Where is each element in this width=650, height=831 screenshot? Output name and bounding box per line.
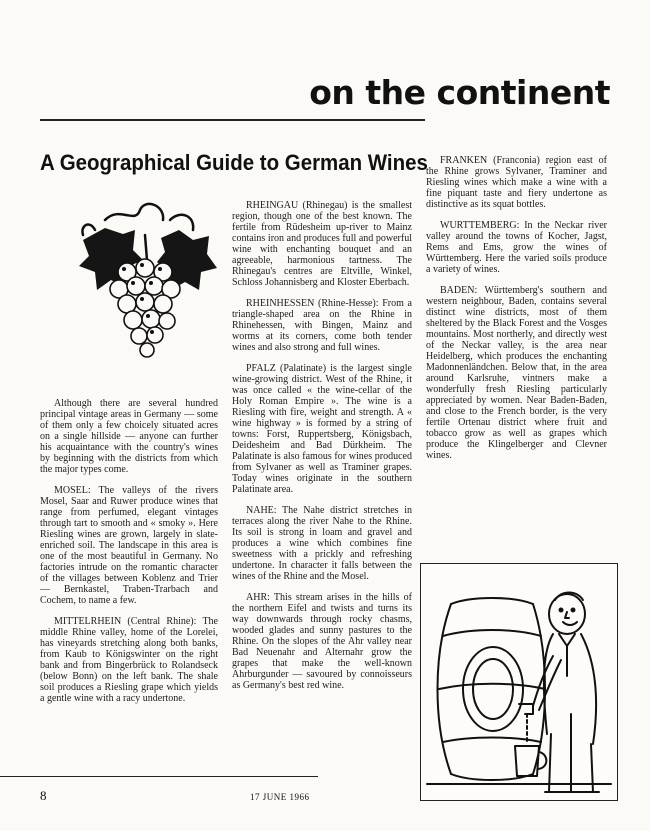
- paragraph-rheinhessen: RHEINHESSEN (Rhine-Hesse): From a triangle-shaped area on the Rhine in Rhinehessen, with Bingen, Mainz and worms at its corners, come both tender wines and also strong and full wines.: [232, 298, 412, 353]
- header-rule: [40, 119, 425, 121]
- page-number: 8: [40, 788, 47, 803]
- paragraph-pfalz: PFALZ (Palatinate) is the largest single wine-growing district. West of the Rhine, it was once called « the wine-cellar of the Holy Roman Empire ». The wine is a Riesling with fire, weight and strength. A « wine highway » is formed by a string of towns: Forst, Ruppertsberg, Königsbach, Deidesheim and Bad Dürkheim. The Palatinate is also famous for wines produced from Sylvaner as well as Traminer grapes. Today wines originate in the southern Palatinate area.: [232, 363, 412, 495]
- column-1: [40, 398, 218, 714]
- paragraph-mosel: MOSEL: The valleys of the rivers Mosel, Saar and Ruwer produce wines that range from perfumed, elegant vintages through tart to smooth and « smoky ». Here Riesling wines are grown, largely in slate-enriched soil. The landscape in this area is one of the most beautiful in Germany. No factories intrude on the romantic character of the villages between Koblenz and Trier — Bernkastel, Traben-Trarbach and Cochem, to name a few.: [40, 485, 218, 606]
- column-2: [232, 200, 412, 701]
- wine-barrel-illustration: [421, 564, 617, 800]
- cartoon-illustration: [420, 563, 618, 801]
- issue-date: 17 JUNE 1966: [250, 792, 310, 802]
- article-headline: A Geographical Guide to German Wines: [40, 150, 428, 175]
- grapes-icon: [75, 190, 220, 370]
- paragraph-mittelrhein: MITTELRHEIN (Central Rhine): The middle Rhine valley, home of the Lorelei, has vineyards stretching along both banks, from Kaub to Königswinter on the right bank and from Bingerbrück to Rolandseck (below Bonn) on the left bank. The shale soil produces a Riesling grape which yields a gentle wine with a racy undertone.: [40, 616, 218, 704]
- section-kicker: on the continent: [309, 73, 610, 112]
- paragraph-ahr: AHR: This stream arises in the hills of the northern Eifel and twists and turns its way downwards through rocky chasms, wooded glades and sunny pastures to the Rhine. On the slopes of the Ahr valley near Bad Neuenahr and Alternahr grow the grapes that make the well-known Ahrburgunder — savoured by connoisseurs as Germany's best red wine.: [232, 592, 412, 691]
- paragraph-baden: BADEN: Württemberg's southern and western neighbour, Baden, contains several distinct wine districts, most of them sheltered by the Black Forest and the Vosges mountains. Most northerly, and directly west of the Neckar valley, is the area near Heidelberg, which produces the enchanting Madonnenländchen. Below that, in the area around Karlsruhe, vintners make a wonderfully fresh Riesling particularly appreciated by women. Near Baden-Baden, and close to the French border, is the very fertile Ortenau district where fruit and tobacco grow as well as grapes which produce the Klingelberger and Clevner wines.: [426, 285, 607, 461]
- paragraph-intro: Although there are several hundred principal vintage areas in Germany — some of them only a few choicely situated acres on a single hillside — anyone can further his acquaintance with the country's wines by beginning with the districts from which the major types come.: [40, 398, 218, 475]
- paragraph-wurttemberg: WURTTEMBERG: In the Neckar river valley around the towns of Kocher, Jagst, Rems and Ems, grow the wines of Württemberg. Here the varied soils produce a variety of wines.: [426, 220, 607, 275]
- paragraph-rheingau: RHEINGAU (Rhinegau) is the smallest region, though one of the best known. The fertile from Rüdesheim up-river to Mainz contains iron and produces full and powerful wine with enchanting bouquet and an agreeable, harmonious tartness. The Rhinegau's centres are Eltville, Winkel, Schloss Johannisberg and Kloster Eberbach.: [232, 200, 412, 288]
- paragraph-franken: FRANKEN (Franconia) region east of the Rhine grows Sylvaner, Traminer and Riesling wines which make a wine with a fine piquant taste and fiery undertone as distinctive as its squat bottles.: [426, 155, 607, 210]
- column-3: [426, 155, 607, 471]
- footer-rule: [0, 776, 318, 777]
- paragraph-nahe: NAHE: The Nahe district stretches in terraces along the river Nahe to the Rhine. Its soil is strong in loam and gravel and produces a wine which combines fine sweetness with a prickly and refreshing undertone. In character it falls between the wines of the Rhine and the Mosel.: [232, 505, 412, 582]
